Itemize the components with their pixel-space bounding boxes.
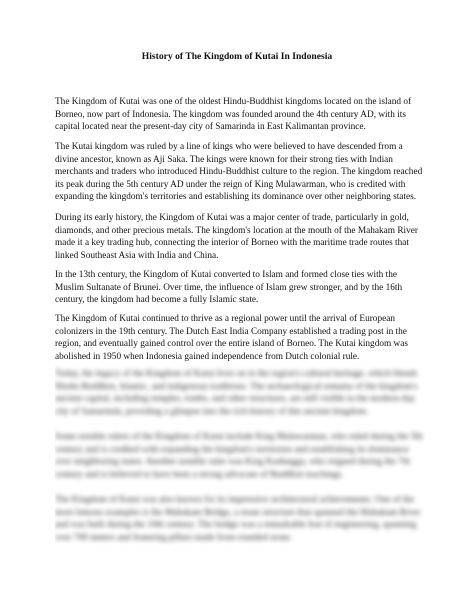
- paragraph-trade: During its early history, the Kingdom of Kutai was a major center of trade, particularly in gold, diamonds, and other precious metals. The kingdom's location at the mouth of the Mahakam River made it a key trading hub, connecting the interior of Borneo with the maritime trade routes that linked Southeast Asia with India and China.: [55, 213, 418, 261]
- blurred-paragraph: The Kingdom of Kutai was also known for its impressive architectural achievements. One of the most famous examples is the Mahakam Bridge, a stone structure that spanned the Mahakam River and was built during the 10th century. The bridge was a remarkable feat of engineering, spanning over 700 meters and featuring pillars made from rounded stone.: [55, 495, 421, 543]
- paragraph-founding: The Kingdom of Kutai was one of the oldest Hindu-Buddhist kingdoms located on the island of Borneo, now part of Indonesia. The kingdom was founded around the 4th century AD, with its capital located near the present-day city of Samarinda in East Kalimantan province.: [55, 97, 412, 133]
- paragraph-islam: In the 13th century, the Kingdom of Kutai converted to Islam and formed close ties with the Muslim Sultanate of Brunei. Over time, the influence of Islam grew stronger, and by the 16th century, the kingdom had become a fully Islamic state.: [55, 270, 403, 306]
- blurred-paragraph: Today, the legacy of the Kingdom of Kutai lives on in the region's cultural heritage, which blends Hindu-Buddhist, Islamic, and indigenous traditions. The archaeological remains of the kingdom's ancient capital, including temples, tombs, and other structures, are still visible in the modern-day city of Samarinda, providing a glimpse into the rich history of this ancient kingdom.: [55, 369, 418, 417]
- blurred-paragraph: Some notable rulers of the Kingdom of Kutai include King Mulawarman, who ruled during the 5th century and is credited with expanding the kingdom's territories and establishing its dominance over neighboring states. Another notable ruler was King Kudungga, who reigned during the 7th century and is believed to have been a strong advocate of Buddhist teachings.: [55, 432, 423, 480]
- document-title: History of The Kingdom of Kutai In Indonesia: [141, 51, 333, 62]
- blurred-preview-region: [55, 365, 426, 590]
- paragraph-colonial: The Kingdom of Kutai continued to thrive as a regional power until the arrival of European colonizers in the 19th century. The Dutch East India Company established a trading post in the region, and eventually gained control over the entire island of Borneo. The Kutai kingdom was abolished in 1950 when Indonesia gained independence from Dutch colonial rule.: [55, 314, 409, 362]
- paragraph-rulers: The Kutai kingdom was ruled by a line of kings who were believed to have descended from a divine ancestor, known as Aji Saka. The kings were known for their strong ties with Indian merchants and traders who introduced Hindu-Buddhist culture to the region. The kingdom reached its peak during the 5th century AD under the reign of King Mulawarman, who is credited with expanding the kingdom's territories and establishing its dominance over other neighboring states.: [55, 142, 423, 203]
